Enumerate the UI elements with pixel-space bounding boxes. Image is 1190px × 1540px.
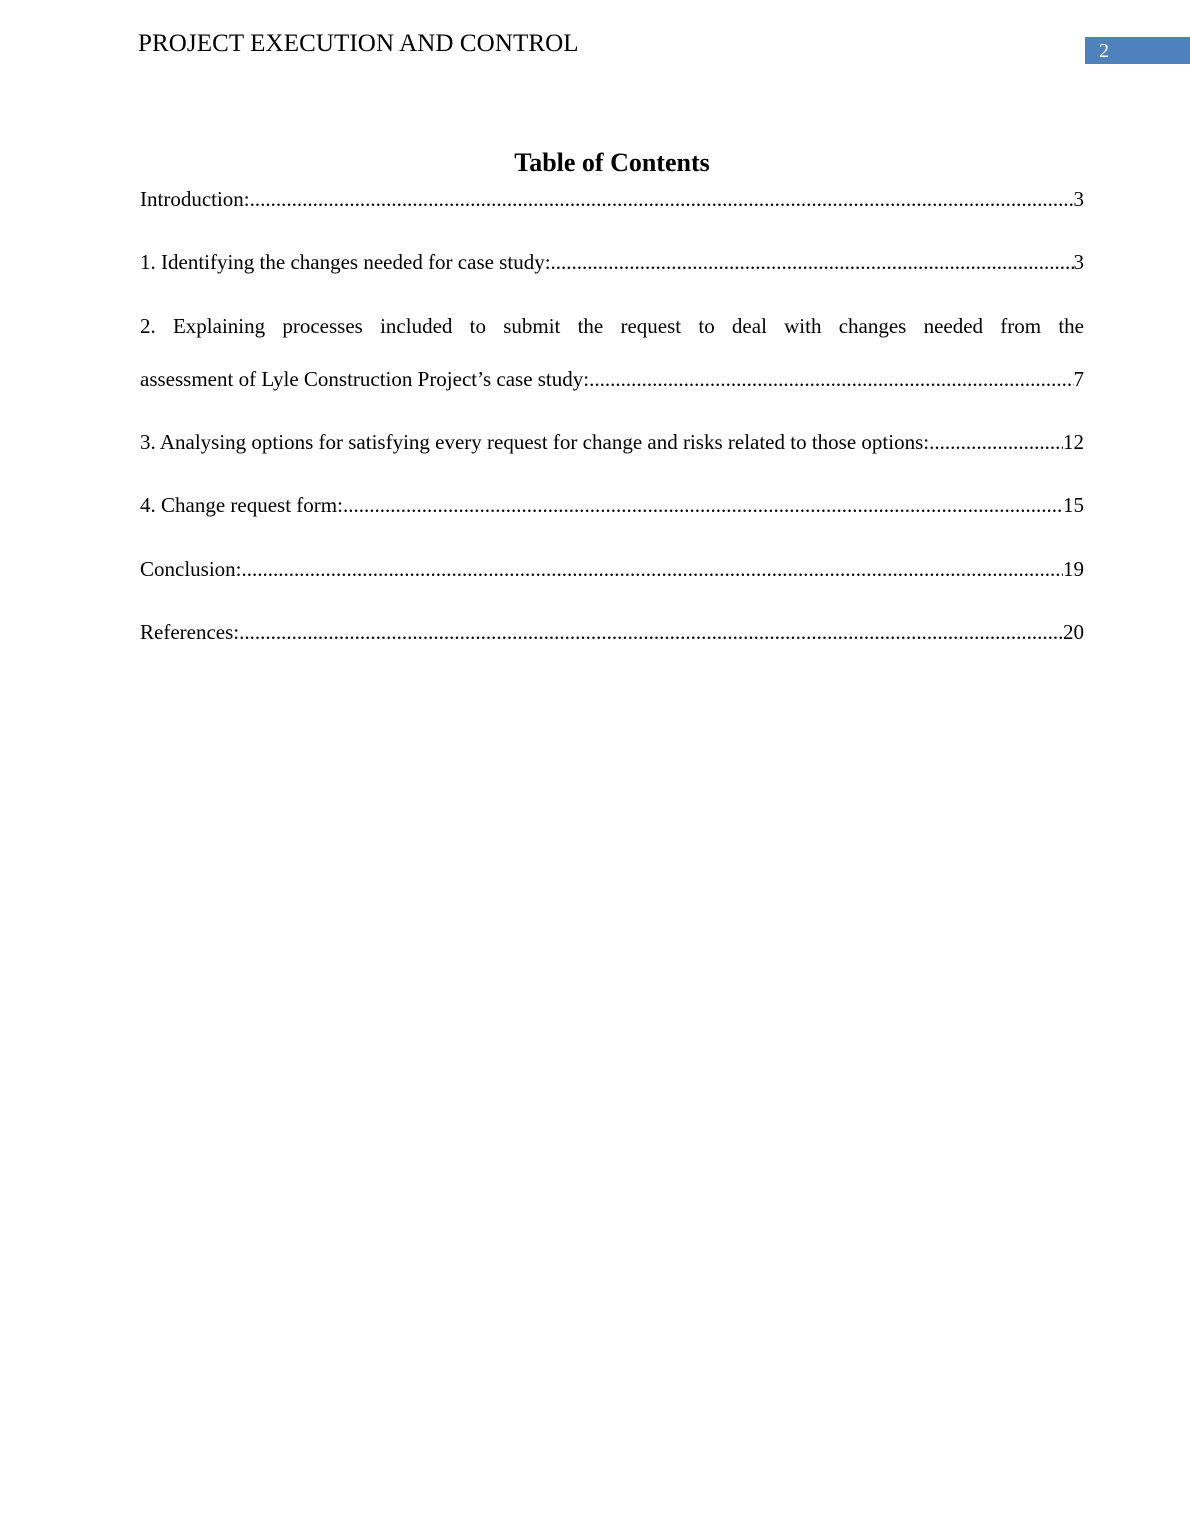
toc-entry-change-request-form[interactable]	[140, 490, 1084, 520]
toc-entry-conclusion[interactable]	[140, 554, 1084, 584]
toc-dot-leader	[250, 184, 1074, 214]
toc-entry-page: 20	[1063, 620, 1084, 644]
toc-entry-page: 12	[1063, 430, 1084, 454]
toc-entry-label: assessment of Lyle Construction Project’s case study:	[140, 367, 590, 391]
toc-entry-label: 3. Analysing options for satisfying every request for change and risks related to those options:	[140, 430, 930, 454]
toc-entry-analysing-options[interactable]	[140, 427, 1084, 457]
toc-dot-leader	[929, 427, 1063, 457]
toc-entry-label: Conclusion:	[140, 557, 242, 581]
page-number-badge: 2	[1085, 37, 1190, 64]
toc-entry-page: 3	[1073, 187, 1084, 211]
toc-entry-label: 1. Identifying the changes needed for case study:	[140, 250, 551, 274]
toc-entry-label: 4. Change request form:	[140, 493, 343, 517]
toc-dot-leader	[343, 490, 1063, 520]
toc-entry-label: Introduction:	[140, 187, 250, 211]
toc-entry-explaining-processes-line2[interactable]	[140, 364, 1084, 394]
toc-entry-page: 7	[1073, 367, 1084, 391]
toc-entry-page: 3	[1073, 250, 1084, 274]
running-header-title: PROJECT EXECUTION AND CONTROL	[138, 30, 579, 57]
toc-dot-leader	[242, 554, 1063, 584]
toc-dot-leader	[239, 617, 1063, 647]
toc-entry-page: 19	[1063, 557, 1084, 581]
toc-entry-explaining-processes-line1[interactable]: 2. Explaining processes included to submit the request to deal with changes needed from the	[140, 314, 1084, 338]
toc-title: Table of Contents	[514, 148, 710, 177]
toc-dot-leader	[589, 364, 1073, 394]
toc-dot-leader	[551, 247, 1074, 277]
toc-entry-label: References:	[140, 620, 240, 644]
toc-entry-introduction[interactable]	[140, 184, 1084, 214]
toc-entry-page: 15	[1063, 493, 1084, 517]
toc-entry-references[interactable]	[140, 617, 1084, 647]
toc-entry-identifying-changes[interactable]	[140, 247, 1084, 277]
